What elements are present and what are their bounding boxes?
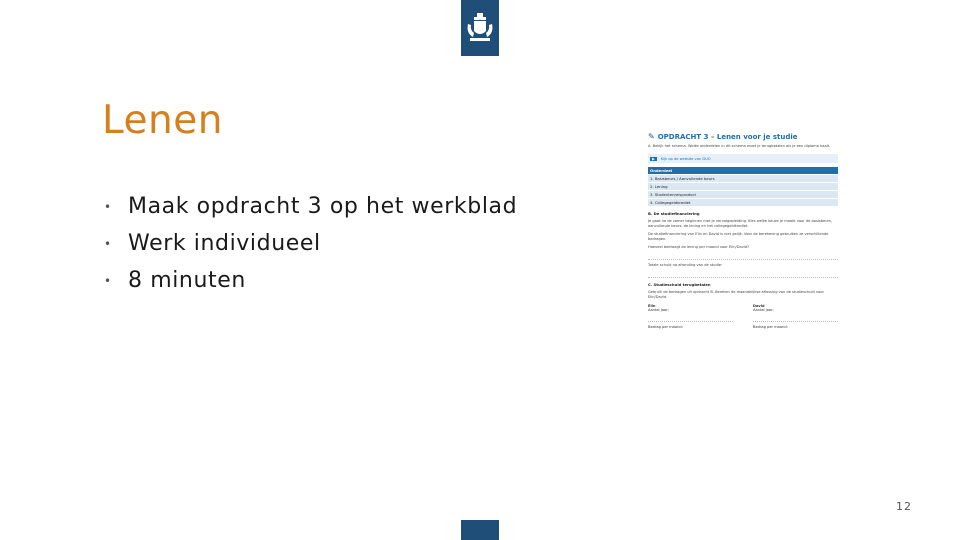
rijksoverheid-crest-icon: [465, 11, 495, 45]
column-title: Elin: [648, 304, 656, 308]
answer-line: [648, 253, 838, 260]
table-row: 4. Collegegeldkrediet: [648, 199, 838, 207]
worksheet-columns: [648, 304, 838, 329]
logo-tab: [461, 0, 499, 56]
worksheet-title-text: OPDRACHT 3 – Lenen voor je studie: [657, 132, 798, 141]
bullet-item: [104, 188, 517, 225]
worksheet-column-right: [753, 304, 838, 329]
worksheet-paragraph: De studiefinanciering van Elin en David is niet gelijk. Voor de berekening gebruiken ze verschillende bedragen.: [648, 232, 829, 241]
bullet-dot-icon: •: [104, 273, 112, 288]
column-line: Aantal jaar:: [648, 308, 669, 312]
bullet-text: Maak opdracht 3 op het werkblad: [128, 194, 518, 219]
table-row: 2. Lening: [648, 183, 838, 191]
worksheet-paragraph: Je gaat na de zomer beginnen met je vervolgopleiding. Kies welke keuze je maakt voor de basisbeurs, aanvullende beurs, de lening en het collegegeldkrediet.: [648, 219, 833, 228]
worksheet-section-b: B. De studiefinanciering: [648, 211, 700, 216]
bullet-item: [104, 262, 517, 299]
worksheet-paragraph: Gebruik de bedragen uit opdracht B. Bereken de maandelijkse aflossing van de studieschuld voor Elin/David.: [648, 290, 824, 299]
play-icon: ▶: [652, 156, 655, 161]
column-line: Bedrag per maand:: [753, 325, 788, 329]
worksheet-paragraph: Hoeveel bedraagt de lening per maand voor Elin/David?: [648, 245, 750, 249]
pencil-icon: ✎: [648, 132, 655, 141]
bullet-list: [104, 188, 517, 299]
bullet-text: 8 minuten: [128, 268, 246, 293]
worksheet-intro: A. Bekijk het schema. Welke onderdelen in dit schema moet je terugbetalen als je een diploma haalt.: [648, 144, 831, 148]
worksheet-image: [648, 130, 838, 472]
table-header: Onderdeel: [648, 167, 838, 175]
column-title: David: [753, 304, 765, 308]
bullet-dot-icon: •: [104, 199, 112, 214]
table-row: 1. Basisbeurs / Aanvullende beurs: [648, 175, 838, 183]
worksheet-table: [648, 167, 838, 207]
worksheet-title: [648, 132, 838, 141]
bullet-item: [104, 225, 517, 262]
bottom-tab: [461, 520, 499, 540]
column-line: Bedrag per maand:: [648, 325, 683, 329]
page-number: 12: [896, 500, 912, 513]
bullet-dot-icon: •: [104, 236, 112, 251]
answer-line: [753, 315, 838, 322]
answer-line: [648, 315, 733, 322]
bullet-text: Werk individueel: [128, 231, 321, 256]
slide-title: Lenen: [102, 98, 223, 143]
worksheet-paragraph: Totale schuld na afronding van de studie:: [648, 263, 723, 267]
worksheet-link: [648, 154, 838, 163]
worksheet-link-text: Kijk op de website van DUO: [660, 156, 711, 161]
worksheet-column-left: [648, 304, 733, 329]
column-line: Aantal jaar:: [753, 308, 774, 312]
answer-line: [648, 271, 838, 278]
table-row: 3. Studentenreisproduct: [648, 191, 838, 199]
worksheet-section-c: C. Studieschuld terugbetalen: [648, 282, 711, 287]
